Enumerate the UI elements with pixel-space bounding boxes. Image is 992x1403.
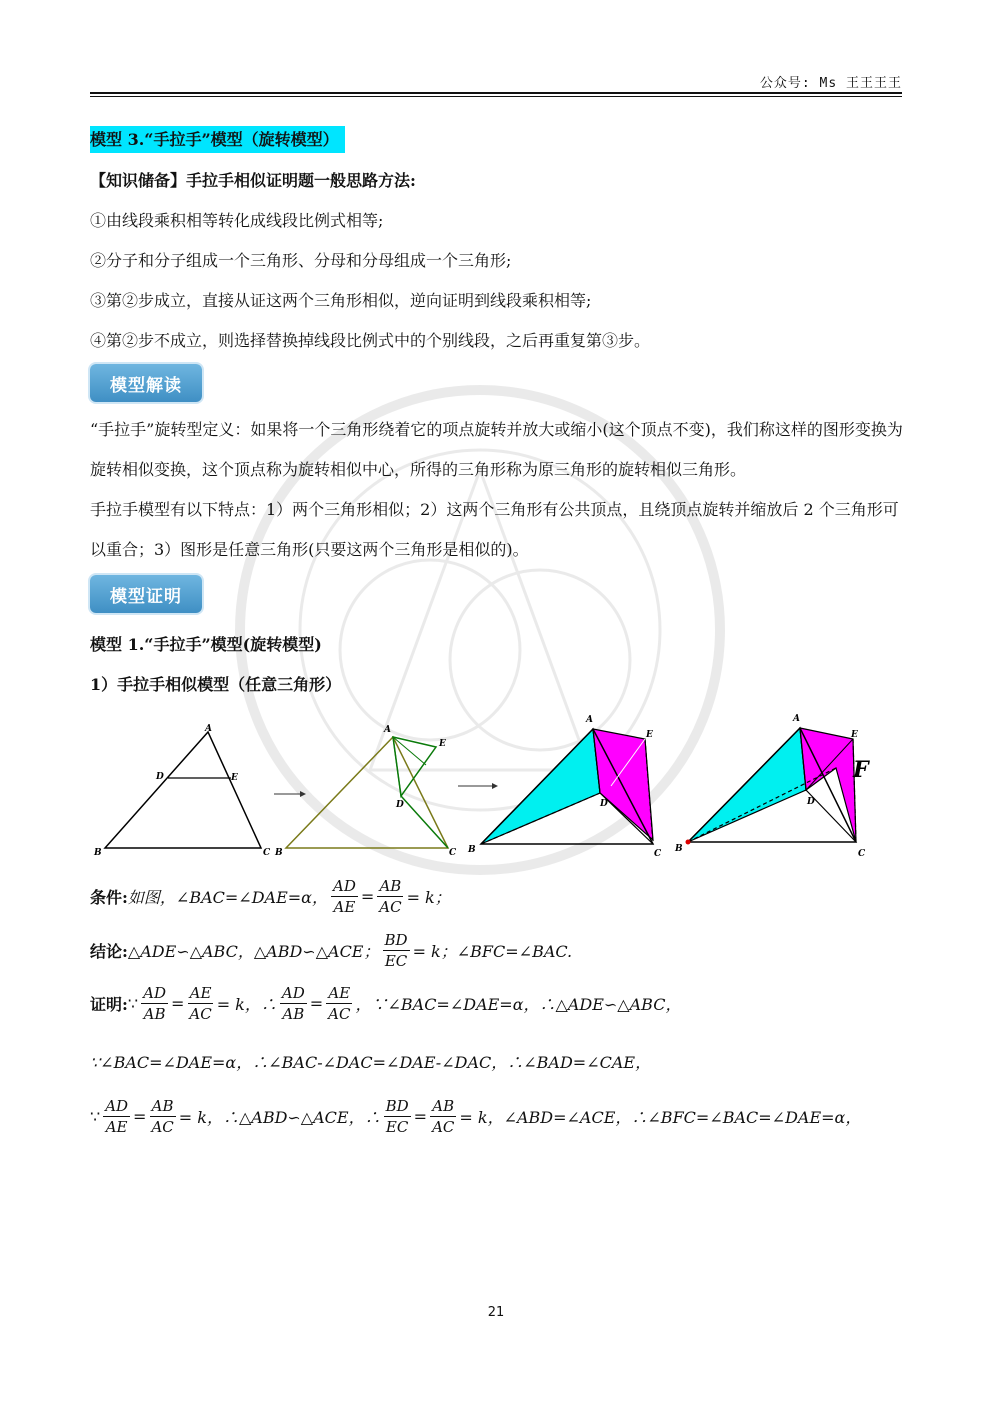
fraction: $\frac{AE}{AC}$ (189, 984, 212, 1023)
fraction: $\frac{AE}{AC}$ (328, 984, 351, 1023)
header-rule-thin (90, 96, 902, 97)
knowledge-step-2: ②分子和分子组成一个三角形、分母和分母组成一个三角形; (90, 251, 512, 270)
section-title: 模型 3.“手拉手”模型（旋转模型） (90, 127, 345, 150)
fig3-label-b: B (468, 845, 476, 855)
fraction: $\frac{AD}{AB}$ (281, 984, 305, 1023)
fig1-label-b: B (94, 848, 102, 858)
sub1-title: 1）手拉手相似模型（任意三角形） (90, 675, 342, 694)
features-paragraph: 手拉手模型有以下特点：1）两个三角形相似；2）这两个三角形有公共顶点，且绕顶点旋转并缩放后 2 个三角形可以重合；3）图形是任意三角形(只要这两个三角形是相似的)。 (90, 500, 899, 559)
fraction: $\frac{AB}{AC}$ (151, 1097, 174, 1136)
fig1-label-c: C (263, 848, 271, 858)
condition-line: 条件: 如图，∠BAC=∠DAE=α， $\frac{AD}{AE}$ = $\frac{AB}{AC}$ = k； (90, 877, 451, 916)
arrow-2 (458, 783, 498, 789)
knowledge-heading: 【知识储备】手拉手相似证明题一般思路方法: (90, 171, 416, 190)
fig4-label-c: C (858, 849, 866, 859)
page-number: 21 (487, 1305, 505, 1320)
badge-model-proof: 模型证明 (90, 575, 202, 613)
fig3-label-a: A (586, 715, 593, 725)
fig4-label-b: B (675, 844, 683, 854)
figure-1 (93, 724, 271, 858)
arrow-1 (274, 791, 306, 797)
fraction: $\frac{AD}{AE}$ (105, 1097, 129, 1136)
conclusion-line: 结论: △ADE∽△ABC，△ABD∽△ACE； $\frac{BD}{EC}$ = k；∠BFC=∠BAC. (90, 931, 573, 970)
figure-3 (467, 715, 662, 859)
figure-4 (674, 714, 870, 859)
fraction: $\frac{BD}{EC}$ (385, 1097, 409, 1136)
proof-line-3: ∵ $\frac{AD}{AE}$ = $\frac{AB}{AC}$ = k，∴△ABD∽△ACE，∴ $\frac{BD}{EC}$ = $\frac{AB}{AC}$ = k，∠ABD=∠ACE，∴∠BFC=∠BAC=∠DAE=α， (90, 1097, 862, 1136)
knowledge-step-1: ①由线段乘积相等转化成线段比例式相等; (90, 211, 384, 230)
fig2-label-e: E (439, 739, 446, 749)
fig1-label-a: A (205, 724, 212, 734)
fig2-label-a: A (384, 725, 391, 735)
header-account: 公众号: Ms 王王王王 (759, 76, 902, 91)
figure-2 (274, 725, 457, 858)
fig4-label-a: A (793, 714, 800, 724)
model1-title: 模型 1.“手拉手”模型(旋转模型) (90, 635, 322, 654)
fraction: $\frac{AB}{AC}$ (379, 877, 402, 916)
figure-strip (88, 710, 908, 870)
fig3-label-d: D (600, 799, 608, 809)
fig2-label-b: B (275, 848, 283, 858)
fig4-label-e: E (851, 730, 858, 740)
badge-model-reading: 模型解读 (90, 364, 202, 402)
fig4-label-f: F (853, 757, 869, 783)
fig3-label-e: E (646, 730, 653, 740)
definition-paragraph: “手拉手”旋转型定义：如果将一个三角形绕着它的项点旋转并放大或缩小(这个顶点不变)，我们称这样的图形变换为旋转相似变换，这个顶点称为旋转相似中心，所得的三角形称为原三角形的旋转相似三角形。 (90, 420, 903, 479)
knowledge-step-3: ③第②步成立，直接从证这两个三角形相似，逆向证明到线段乘积相等; (90, 291, 592, 310)
proof-line-1: 证明: ∵ $\frac{AD}{AB}$ = $\frac{AE}{AC}$ = k，∴ $\frac{AD}{AB}$ = $\frac{AE}{AC}$ ，∵∠BAC=∠DAE=α，∴△ADE∽△ABC， (90, 984, 682, 1023)
knowledge-step-4: ④第②步不成立，则选择替换掉线段比例式中的个别线段，之后再重复第③步。 (90, 331, 651, 350)
fig3-label-c: C (654, 849, 662, 859)
fraction: $\frac{BD}{EC}$ (384, 931, 408, 970)
fig2-label-c: C (449, 848, 457, 858)
fig1-label-d: D (156, 772, 164, 782)
fraction: $\frac{AB}{AC}$ (432, 1097, 455, 1136)
fraction: $\frac{AD}{AE}$ (332, 877, 356, 916)
fraction: $\frac{AD}{AB}$ (143, 984, 166, 1023)
proof-line-2: ∵∠BAC=∠DAE=α，∴∠BAC-∠DAC=∠DAE-∠DAC，∴∠BAD=∠CAE， (90, 1053, 652, 1072)
fig1-label-e: E (231, 773, 238, 783)
fig4-label-d: D (807, 797, 815, 807)
fig2-label-d: D (396, 800, 404, 810)
header-rule-thick (90, 92, 902, 94)
